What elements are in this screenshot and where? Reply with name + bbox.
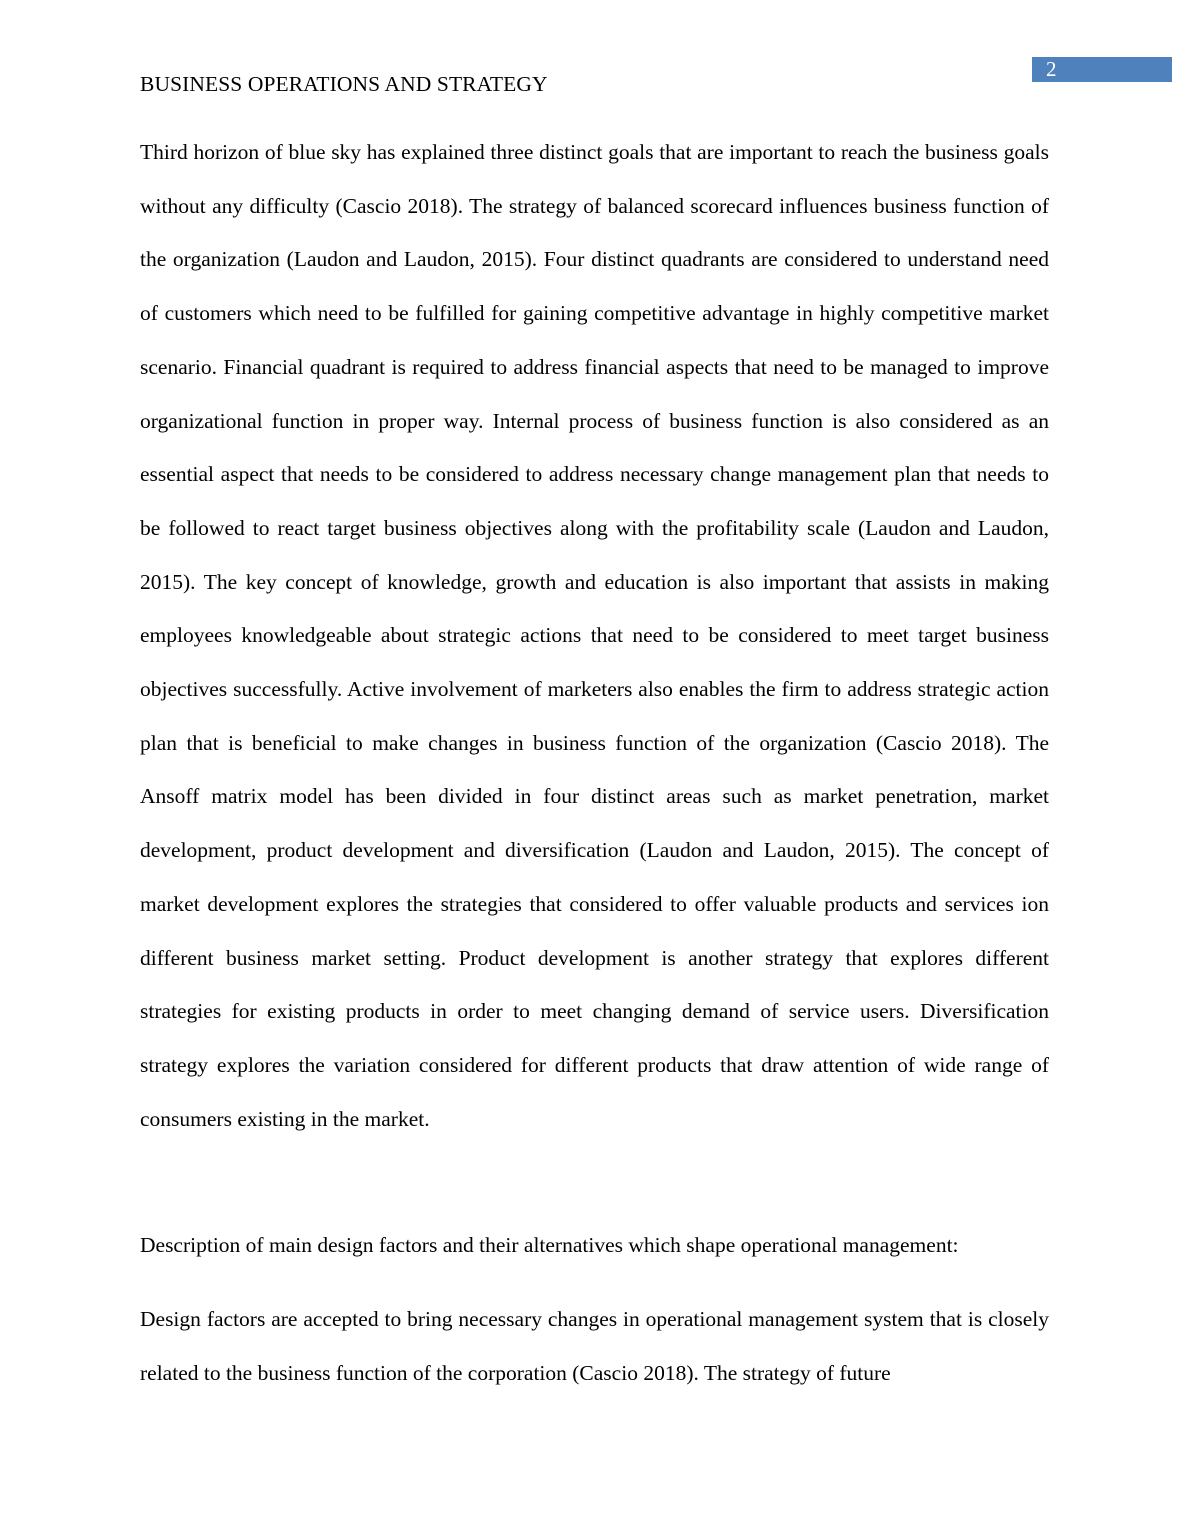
- page-number: 2: [1046, 57, 1057, 81]
- page-number-badge: [1032, 57, 1172, 82]
- section-heading: Description of main design factors and their alternatives which shape operational management:: [140, 1233, 959, 1257]
- body-paragraph-2: Design factors are accepted to bring necessary changes in operational management system that is closely related to the business function of the corporation (Cascio 2018). The strategy of future: [140, 1307, 1049, 1385]
- running-header-title: BUSINESS OPERATIONS AND STRATEGY: [140, 72, 548, 96]
- body-paragraph-1: Third horizon of blue sky has explained three distinct goals that are important to reach the business goals without any difficulty (Cascio 2018). The strategy of balanced scorecard influences business function of the organization (Laudon and Laudon, 2015). Four distinct quadrants are considered to understand need of customers which need to be fulfilled for gaining competitive advantage in highly competitive market scenario. Financial quadrant is required to address financial aspects that need to be managed to improve organizational function in proper way. Internal process of business function is also considered as an essential aspect that needs to be considered to address necessary change management plan that needs to be followed to react target business objectives along with the profitability scale (Laudon and Laudon, 2015). The key concept of knowledge, growth and education is also important that assists in making employees knowledgeable about strategic actions that need to be considered to meet target business objectives successfully. Active involvement of marketers also enables the firm to address strategic action plan that is beneficial to make changes in business function of the organization (Cascio 2018). The Ansoff matrix model has been divided in four distinct areas such as market penetration, market development, product development and diversification (Laudon and Laudon, 2015). The concept of market development explores the strategies that considered to offer valuable products and services ion different business market setting. Product development is another strategy that explores different strategies for existing products in order to meet changing demand of service users. Diversification strategy explores the variation considered for different products that draw attention of wide range of consumers existing in the market.: [140, 140, 1049, 1131]
